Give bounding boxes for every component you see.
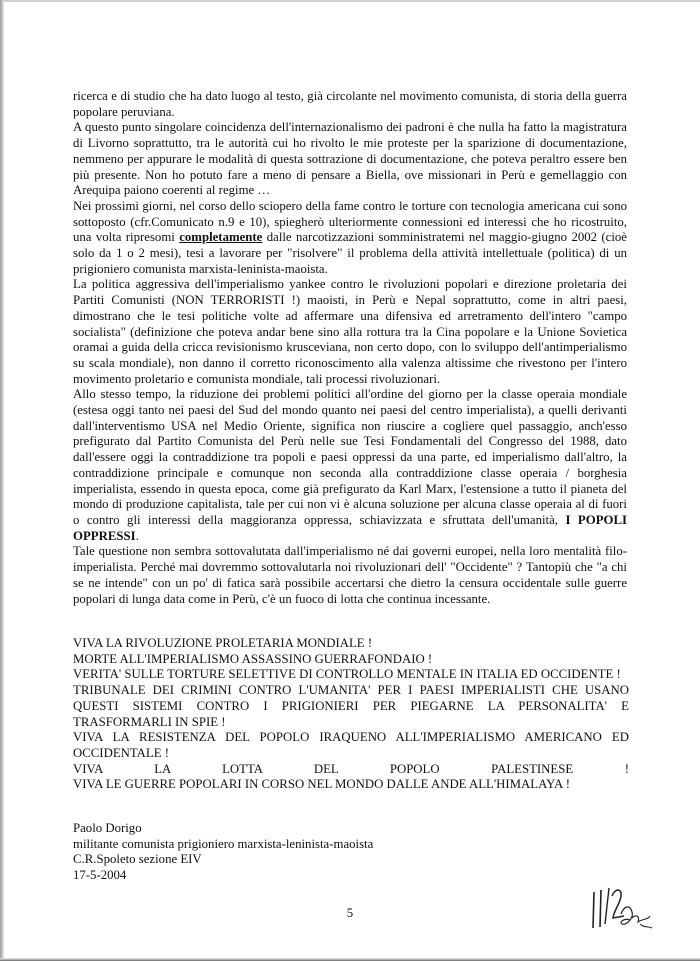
paragraph-3: [73, 199, 627, 278]
slogan-6: VIVA LA LOTTA DEL POPOLO PALESTINESE !: [73, 761, 629, 776]
handwritten-initials-icon: [588, 884, 658, 936]
slogan-3: VERITA' SULLE TORTURE SELETTIVE DI CONTROLLO MENTALE IN ITALIA ED OCCIDENTE !: [73, 667, 621, 682]
signature-name: Paolo Dorigo: [73, 821, 142, 835]
slogan-5: VIVA LA RESISTENZA DEL POPOLO IRAQUENO ALL'IMPERIALISMO AMERICANO ED OCCIDENTALE !: [73, 730, 629, 760]
paragraph-5-text-before: Allo stesso tempo, la riduzione dei problemi politici all'ordine del giorno per la classe operaia mondiale (estesa oggi tanto nei paesi del Sud del mondo quanto nei paesi del centro imperialista), a quelli derivanti dall'interventismo USA nel Medio Oriente, significa non riuscire a cogliere quel passaggio, anch'esso prefigurato dal Partito Comunista del Perù nelle sue Tesi Fondamentali del Congresso del 1988, dato dall'essere oggi la contraddizione tra popoli e paesi oppressi da una parte, ed imperialismo dall'altro, la contraddizione principale e comunque non seconda alla contraddizione classe operaia / borghesia imperialista, essendo in questa epoca, come già prefigurato da Karl Marx, l'estensione a tutto il pianeta del mondo di produzione capitalista, tale per cui non vi è alcuna soluzione per alcuna classe operaia al di fuori o contro gli interessi della maggioranza oppressa, schiavizzata e sfruttata dell'umanità,: [73, 387, 627, 527]
signature-role: militante comunista prigioniero marxista-leninista-maoista: [73, 836, 374, 851]
slogan-2: MORTE ALL'IMPERIALISMO ASSASSINO GUERRAFONDAIO !: [73, 651, 433, 666]
slogan-4: TRIBUNALE DEI CRIMINI CONTRO L'UMANITA' PER I PAESI IMPERIALISTI CHE USANO QUESTI SISTEMI CONTRO I PRIGIONIERI PER PIEGARNE LA PERSONALITA' E TRASFORMARLI IN SPIE !: [73, 683, 629, 729]
paragraph-3-text-before: Nei prossimi giorni, nel corso dello sciopero della fame contro le torture con tecnologia americana cui sono sottoposto (cfr.Comunicato n.9 e 10), spiegherò ulteriormente connessioni ed interessi che ho ricostruito, una volta ripresomi: [73, 198, 627, 245]
page-number: 5: [346, 906, 354, 920]
scan-edge-left: [0, 0, 4, 961]
paragraph-3-emphasis: completamente: [179, 230, 263, 245]
signature-block: [73, 821, 473, 884]
slogan-1: VIVA LA RIVOLUZIONE PROLETARIA MONDIALE !: [73, 636, 373, 650]
paragraph-2: A questo punto singolare coincidenza dell'internazionalismo dei padroni è che nulla ha fatto la magistratura di Livorno soprattutto, tra le autorità cui ho rivolto le mie proteste per la sparizione di documentazione, nemmeno per appurare le modalità di questa sottrazione di documentazione, che poteva peraltro essere ben più presente. Non ho potuto fare a meno di pensare a Biella, ove missionari in Perù e gemellaggio con Arequipa paiono coerenti al regime …: [73, 120, 627, 198]
signature-location: C.R.Spoleto sezione EIV: [73, 852, 202, 867]
paragraph-1: ricerca e di studio che ha dato luogo al testo, già circolante nel movimento comunista, di storia della guerra popolare peruviana.: [73, 89, 627, 119]
slogans-block: [73, 636, 629, 793]
body-text: [73, 89, 627, 607]
paragraph-3-text-after: dalle narcotizzazioni somministratemi nel maggio-giugno 2002 (cioè solo da 1 o 2 mesi), tesi a lavorare per "risolvere" il problema della attività intellettuale (politica) di un prigioniero comunista marxista-leninista-maoista.: [73, 230, 627, 276]
paragraph-5-text-after: .: [135, 528, 139, 543]
paragraph-5: [73, 387, 627, 544]
paragraph-4: La politica aggressiva dell'imperialismo yankee contro le rivoluzioni popolari e direzione proletaria dei Partiti Comunisti (NON TERRORISTI !) maoisti, in Perù e Nepal soprattutto, come in altri paesi, dimostrano che le tesi politiche volte ad affermare una difensiva ed arretramento dell'intero "campo socialista" (definizione che poteva andar bene sino alla rottura tra la Cina popolare e la Unione Sovietica oramai a guida della cricca revisionismo krusceviana, non certo dopo, con lo sviluppo dell'antimperialismo su scala mondiale), non danno il corretto riconoscimento alla valenza altissime che rivestono per l'intero movimento proletario e comunista mondiale, tali processi rivoluzionari.: [73, 277, 627, 386]
scan-edge-top: [0, 0, 700, 2]
paragraph-5-emphasis: I POPOLI OPPRESSI: [73, 512, 627, 543]
paragraph-6: Tale questione non sembra sottovalutata dall'imperialismo né dai governi europei, nella loro mentalità filo-imperialista. Perché mai dovremmo sottovalutarla noi rivoluzionari dell' "Occidente" ? Tantopiù che "a chi se ne intende" con un po' di fatica sarà possibile accertarsi che dietro la censura occidentale sulle guerre popolari di lunga data come in Perù, c'è un fuoco di lotta che continua incessante.: [73, 544, 627, 606]
slogan-7: VIVA LE GUERRE POPOLARI IN CORSO NEL MONDO DALLE ANDE ALL'HIMALAYA !: [73, 777, 571, 792]
signature-date: 17-5-2004: [73, 868, 127, 883]
